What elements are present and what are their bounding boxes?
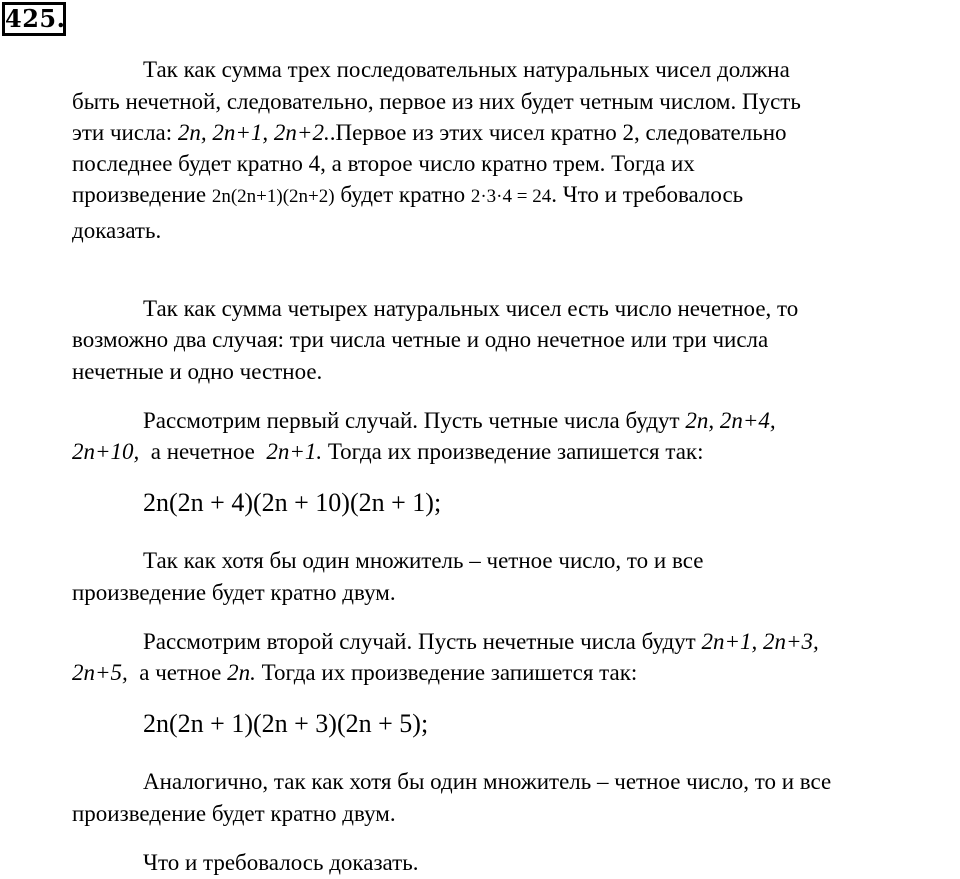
part1-line-3-rest: .Первое из этих чисел кратно 2, следовательно: [329, 120, 787, 145]
part1-line-1: Так как сумма трех последовательных натуральных чисел должна: [143, 57, 790, 82]
part1-line-5: [72, 179, 743, 213]
case1-line-2: [72, 436, 704, 468]
case1-conclusion-line-2: произведение будет кратно двум.: [72, 580, 396, 605]
case2-line-1-text: Рассмотрим второй случай. Пусть нечетные числа будут: [143, 629, 702, 654]
problem-number: 425.: [2, 2, 66, 36]
part1-numbers: 2n, 2n+1, 2n+2.: [177, 120, 330, 145]
case1-line-2-rest: Тогда их произведение запишется так:: [322, 439, 704, 464]
part1-line-3-text: эти числа:: [72, 120, 178, 145]
case1-even-number-3: 2n+10,: [72, 439, 140, 464]
part1-line-5-rest: . Что и требовалось: [551, 182, 744, 207]
case2-line-2-rest: Тогда их произведение запишется так:: [255, 660, 638, 685]
case2-formula: 2n(2n + 1)(2n + 3)(2n + 5);: [143, 709, 429, 738]
part2-line-3: нечетные и одно честное.: [72, 359, 323, 384]
part1-line-4: последнее будет кратно 4, а второе число кратно трем. Тогда их: [72, 151, 695, 176]
case2-conclusion-line-1: Аналогично, так как хотя бы один множитель – четное число, то и все: [143, 769, 832, 794]
final-conclusion: Что и требовалось доказать.: [143, 850, 419, 875]
case1-line-1: [143, 405, 776, 437]
case2-line-2-text: а четное: [127, 660, 228, 685]
part1-line-5-middle: будет кратно: [334, 182, 471, 207]
part2-line-2: возможно два случая: три числа четные и одно нечетное или три числа: [72, 327, 769, 352]
case1-conclusion-line-1: Так как хотя бы один множитель – четное число, то и все: [143, 548, 704, 573]
case1-even-numbers: 2n, 2n+4,: [685, 408, 776, 433]
part1-line-6: доказать.: [72, 218, 162, 243]
part1-product-formula: 2n(2n+1)(2n+2): [211, 186, 335, 207]
case2-conclusion-line-2: произведение будет кратно двум.: [72, 801, 396, 826]
case1-odd-number: 2n+1.: [266, 439, 323, 464]
case2-odd-number-3: 2n+5,: [72, 660, 128, 685]
case2-line-1: [143, 626, 819, 658]
part2-line-1: Так как сумма четырех натуральных чисел есть число нечетное, то: [143, 296, 799, 321]
case2-line-2: [72, 657, 637, 689]
part1-line-2: быть нечетной, следовательно, первое из них будет четным числом. Пусть: [72, 89, 801, 114]
case1-line-1-text: Рассмотрим первый случай. Пусть четные числа будут: [143, 408, 686, 433]
part1-multiple-formula: 2·3·4 = 24: [470, 186, 552, 207]
part1-line-3: [72, 117, 787, 149]
part1-line-5-text: произведение: [72, 182, 212, 207]
case2-odd-numbers: 2n+1, 2n+3,: [701, 629, 819, 654]
case1-formula: 2n(2n + 4)(2n + 10)(2n + 1);: [143, 488, 442, 517]
case2-even-number: 2n.: [227, 660, 256, 685]
case1-line-2-text: а нечетное: [139, 439, 267, 464]
